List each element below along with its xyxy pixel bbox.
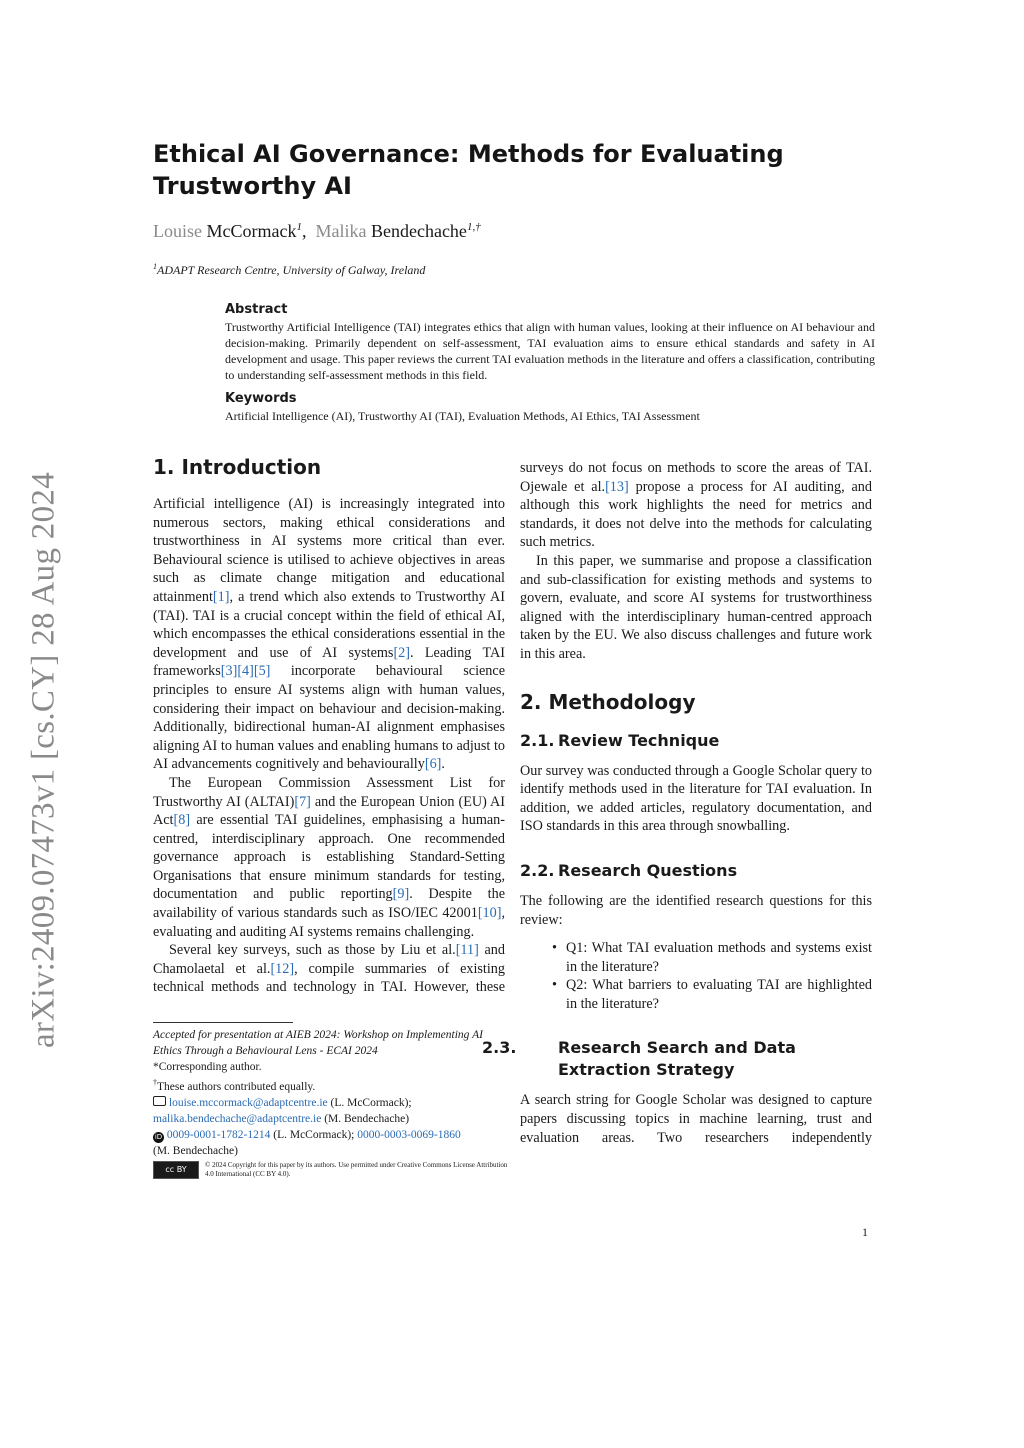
research-questions-list: [520, 939, 872, 1013]
keywords: [225, 391, 875, 424]
citation-link[interactable]: [8]: [173, 812, 191, 829]
right-paragraph-1: surveys do not focus on methods to score the areas of TAI. Ojewale et al.[13] propose a process for AI auditing, and although this work highlights the need for metrics and standards, it does not delve into the methods for calculating such metrics.: [520, 460, 872, 551]
email-link[interactable]: louise.mccormack@adaptcentre.ie: [168, 1096, 328, 1109]
footnotes: [153, 1022, 513, 1179]
review-technique-text: Our survey was conducted through a Google Scholar query to identify methods used in the literature for TAI evaluation. In addition, we added articles, regulatory documentation, and ISO standards in this area through snowballing.: [520, 762, 872, 835]
orcid-link[interactable]: 0000-0003-0069-1860: [357, 1128, 461, 1141]
intro-paragraph-1: Artificial intelligence (AI) is increasingly integrated into numerous sectors, making ethical considerations and trustworthiness in AI systems more critical than ever. Behavioural science is utilised to achieve objectives in areas such as climate change mitigation and educational attainment[1], a trend which also extends to Trustworthy AI (TAI). TAI is a crucial concept within the field of ethical AI, which encompasses the ethical considerations essential in the development and use of AI systems[2]. Leading TAI frameworks[3][4][5] incorporate behavioural science principles to ensure AI systems align with human values, considering their impact on behaviour and decision-making. Additionally, bidirectional human-AI alignment emphasises aligning AI to human values and enabling humans to adjust to AI advancements cognitively and behaviourally[6].: [153, 496, 505, 773]
citation-link[interactable]: [9]: [392, 886, 410, 903]
citation-link[interactable]: [5]: [253, 663, 271, 680]
arxiv-identifier: arXiv:2409.07473v1 [cs.CY] 28 Aug 2024: [25, 471, 62, 1049]
citation-link[interactable]: [7]: [294, 793, 311, 810]
author-2: Malika Bendechache$^{1,\dagger}$: [315, 221, 481, 241]
envelope-icon: [153, 1096, 166, 1106]
section-heading-introduction: 1. Introduction: [153, 455, 322, 479]
citation-link[interactable]: [1]: [212, 588, 230, 605]
citation-link[interactable]: [13]: [605, 478, 629, 495]
cc-license-icon: cc BY: [153, 1161, 199, 1179]
license-row: [153, 1161, 513, 1179]
orcid-link[interactable]: 0009-0001-1782-1214: [166, 1128, 271, 1141]
orcid-icon: iD: [154, 1132, 163, 1141]
keywords-text: Artificial Intelligence (AI), Trustworthy AI (TAI), Evaluation Methods, AI Ethics, TAI Assessment: [225, 409, 700, 423]
keywords-heading: Keywords: [225, 391, 297, 406]
email-link[interactable]: malika.bendechache@adaptcentre.ie: [153, 1112, 322, 1125]
citation-link[interactable]: [3]: [220, 663, 238, 680]
footnote-accepted: Accepted for presentation at AIEB 2024: Workshop on Implementing AI Ethics Through a Behavioural Lens - ECAI 2024: [153, 1029, 483, 1057]
subsection-heading-review-technique: 2.1. Review Technique: [520, 730, 720, 750]
author-list: Louise McCormack$^1$, Malika Bendechache$^{1,\dagger}$: [153, 221, 481, 241]
intro-paragraph-2: The European Commission Assessment List for Trustworthy AI (ALTAI)[7] and the European Union (EU) AI Act[8] are essential TAI guidelines, emphasising a human-centred, interdisciplinary approach. One recommended governance approach is establishing Standard-Setting Organisations that ensure minimum standards for testing, documentation and public reporting[9]. Despite the availability of various standards such as ISO/IEC 42001[10], evaluating and auditing AI systems remains challenging.: [153, 774, 506, 940]
list-item: • Q2: What barriers to evaluating TAI are highlighted in the literature?: [566, 976, 872, 1013]
list-item: • Q1: What TAI evaluation methods and systems exist in the literature?: [566, 939, 872, 976]
citation-link[interactable]: [10]: [477, 905, 502, 922]
citation-link[interactable]: [11]: [455, 942, 479, 959]
abstract-heading: Abstract: [225, 302, 288, 317]
subsection-heading-search-strategy: 2.3. Research Search and Data Extraction Strategy: [482, 1038, 796, 1080]
footnote-equal: †These authors contributed equally.: [153, 1078, 316, 1093]
footnote-rule: [153, 1022, 293, 1023]
citation-link[interactable]: [12]: [270, 960, 295, 977]
citation-link[interactable]: [6]: [424, 756, 442, 773]
citation-link[interactable]: [4]: [237, 663, 254, 680]
abstract-text: Trustworthy Artificial Intelligence (TAI) integrates ethics that align with human values, looking at their influence on AI behaviour and decision-making. Primarily dependent on self-assessment, TAI evaluation aims to ensure ethical standards and safety in AI development and usage. This paper reviews the current TAI evaluation methods in the literature and offers a classification, contributing to understanding self-assessment methods in this field.: [225, 320, 875, 382]
affiliation: $^1$ADAPT Research Centre, University of Galway, Ireland: [153, 262, 426, 277]
search-strategy-text: A search string for Google Scholar was designed to capture papers discussing topics in machine learning, trust and evaluation areas. Two researchers independently: [520, 1092, 872, 1146]
left-column: [153, 455, 505, 997]
page-number: 1: [862, 1225, 868, 1239]
section-heading-methodology: 2. Methodology: [520, 689, 696, 714]
right-paragraph-2: In this paper, we summarise and propose a classification and sub-classification for existing methods and systems to govern, evaluate, and score AI systems for trustworthiness aligned with the interdisciplinary human-centred approach taken by the EU. We also discuss challenges and future work in this area.: [520, 552, 872, 662]
footnote-corresponding: *Corresponding author.: [153, 1061, 262, 1073]
footnote-orcids: iD 0009-0001-1782-1214 (L. McCormack); 0000-0003-0069-1860 (M. Bendechache): [153, 1128, 461, 1157]
intro-paragraph-3: Several key surveys, such as those by Liu et al.[11] and Chamolaetal et al.[12], compile summaries of existing technical methods and technology in TAI. However, these: [153, 942, 505, 996]
research-questions-text: The following are the identified research questions for this review:: [520, 892, 872, 928]
subsection-heading-research-questions: 2.2. Research Questions: [520, 860, 738, 880]
footnote-emails: louise.mccormack@adaptcentre.ie (L. McCormack); malika.bendechache@adaptcentre.ie (M. Bendechache): [153, 1096, 412, 1125]
author-1: Louise McCormack$^1$: [153, 221, 302, 241]
citation-link[interactable]: [2]: [393, 644, 410, 661]
abstract: [225, 302, 875, 383]
paper-title: Ethical AI Governance: Methods for Evaluating Trustworthy AI: [153, 140, 784, 200]
license-text: © 2024 Copyright for this paper by its authors. Use permitted under Creative Commons License Attribution 4.0 International (CC BY 4.0).: [205, 1160, 508, 1178]
